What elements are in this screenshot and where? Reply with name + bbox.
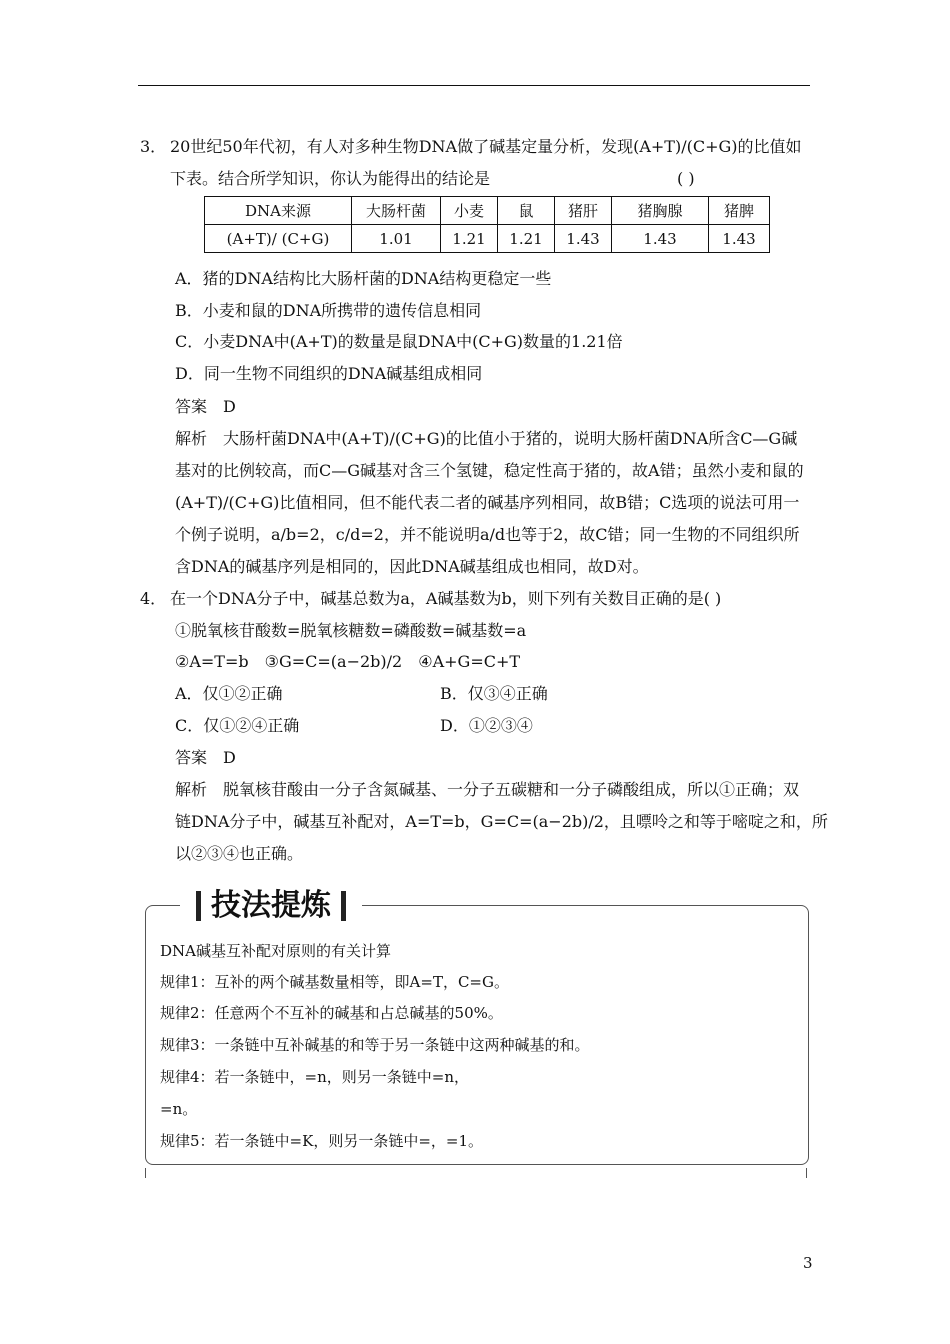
dna-ratio-table bbox=[204, 196, 770, 253]
q4-answer: 答案 D bbox=[175, 748, 236, 767]
q3-stem-line1: 3． 20世纪50年代初，有人对多种生物DNA做了碱基定量分析，发现(A+T)/(C+G)的比值如 bbox=[140, 137, 802, 156]
table-header-row bbox=[205, 197, 770, 225]
table-cell: 小麦 bbox=[441, 197, 498, 225]
q3-option-b: B．小麦和鼠的DNA所携带的遗传信息相同 bbox=[175, 301, 482, 320]
table-cell: 1.43 bbox=[612, 225, 709, 253]
table-cell: (A+T)/ (C+G) bbox=[205, 225, 352, 253]
table-cell: 猪肝 bbox=[555, 197, 612, 225]
box-line: =n。 bbox=[160, 1100, 198, 1118]
table-cell: 1.43 bbox=[555, 225, 612, 253]
table-cell: 1.21 bbox=[441, 225, 498, 253]
technique-box-title: 技法提炼 bbox=[180, 884, 362, 928]
q3-analysis-line: 解析 大肠杆菌DNA中(A+T)/(C+G)的比值小于猪的，说明大肠杆菌DNA所含C—G碱 bbox=[175, 429, 798, 448]
table-row bbox=[205, 225, 770, 253]
box-line: 规律4：若一条链中，=n，则另一条链中=n， bbox=[160, 1068, 470, 1086]
q3-analysis-line: 个例子说明，a/b=2，c/d=2，并不能说明a/d也等于2，故C错；同一生物的不同组织所 bbox=[175, 525, 800, 544]
box-line: DNA碱基互补配对原则的有关计算 bbox=[160, 942, 391, 960]
q4-option-a: A．仅①②正确 bbox=[175, 684, 283, 703]
q3-option-c: C．小麦DNA中(A+T)的数量是鼠DNA中(C+G)数量的1.21倍 bbox=[175, 332, 623, 351]
q3-option-a: A．猪的DNA结构比大肠杆菌的DNA结构更稳定一些 bbox=[175, 269, 552, 288]
table-cell: DNA来源 bbox=[205, 197, 352, 225]
box-tick-right bbox=[806, 1168, 807, 1178]
table-cell: 1.43 bbox=[709, 225, 770, 253]
q4-item-1: ①脱氧核苷酸数=脱氧核糖数=磷酸数=碱基数=a bbox=[175, 621, 527, 640]
title-bar-right bbox=[341, 891, 346, 921]
q3-analysis-line: (A+T)/(C+G)比值相同，但不能代表二者的碱基序列相同，故B错；C选项的说法可用一 bbox=[175, 493, 800, 512]
table-cell: 猪脾 bbox=[709, 197, 770, 225]
q4-option-d: D．①②③④ bbox=[440, 716, 533, 735]
q4-analysis-line: 以②③④也正确。 bbox=[175, 844, 304, 863]
page-number: 3 bbox=[803, 1254, 813, 1272]
table-cell: 大肠杆菌 bbox=[352, 197, 441, 225]
q3-stem-line2: 下表。结合所学知识，你认为能得出的结论是 bbox=[170, 169, 491, 188]
table-cell: 鼠 bbox=[498, 197, 555, 225]
title-bar-left bbox=[196, 891, 201, 921]
table-cell: 1.21 bbox=[498, 225, 555, 253]
table-cell: 1.01 bbox=[352, 225, 441, 253]
q4-option-c: C．仅①②④正确 bbox=[175, 716, 300, 735]
box-line: 规律5：若一条链中=K，则另一条链中=，=1。 bbox=[160, 1132, 483, 1150]
q3-answer: 答案 D bbox=[175, 397, 236, 416]
box-tick-left bbox=[145, 1168, 146, 1178]
q3-answer-blank: ( ) bbox=[677, 169, 695, 188]
q4-stem: 4． 在一个DNA分子中，碱基总数为a，A碱基数为b，则下列有关数目正确的是( ) bbox=[140, 589, 722, 608]
table-cell: 猪胸腺 bbox=[612, 197, 709, 225]
box-line: 规律2：任意两个不互补的碱基和占总碱基的50%。 bbox=[160, 1004, 503, 1022]
q3-analysis-line: 含DNA的碱基序列是相同的，因此DNA碱基组成也相同，故D对。 bbox=[175, 557, 649, 576]
q3-number: 3． bbox=[140, 137, 167, 156]
q4-number: 4． bbox=[140, 589, 167, 608]
box-line: 规律1：互补的两个碱基数量相等，即A=T，C=G。 bbox=[160, 973, 509, 991]
box-line: 规律3：一条链中互补碱基的和等于另一条链中这两种碱基的和。 bbox=[160, 1036, 590, 1054]
q3-option-d: D．同一生物不同组织的DNA碱基组成相同 bbox=[175, 364, 483, 383]
q4-items-2-4: ②A=T=b ③G=C=(a−2b)/2 ④A+G=C+T bbox=[175, 652, 521, 671]
q4-analysis-line: 链DNA分子中，碱基互补配对，A=T=b，G=C=(a−2b)/2，且嘌呤之和等于嘧啶之和，所 bbox=[175, 812, 828, 831]
q4-analysis-line: 解析 脱氧核苷酸由一分子含氮碱基、一分子五碳糖和一分子磷酸组成，所以①正确；双 bbox=[175, 780, 800, 799]
q4-option-b: B．仅③④正确 bbox=[440, 684, 548, 703]
top-rule bbox=[138, 85, 810, 86]
q3-analysis-line: 基对的比例较高，而C—G碱基对含三个氢键，稳定性高于猪的，故A错；虽然小麦和鼠的 bbox=[175, 461, 804, 480]
